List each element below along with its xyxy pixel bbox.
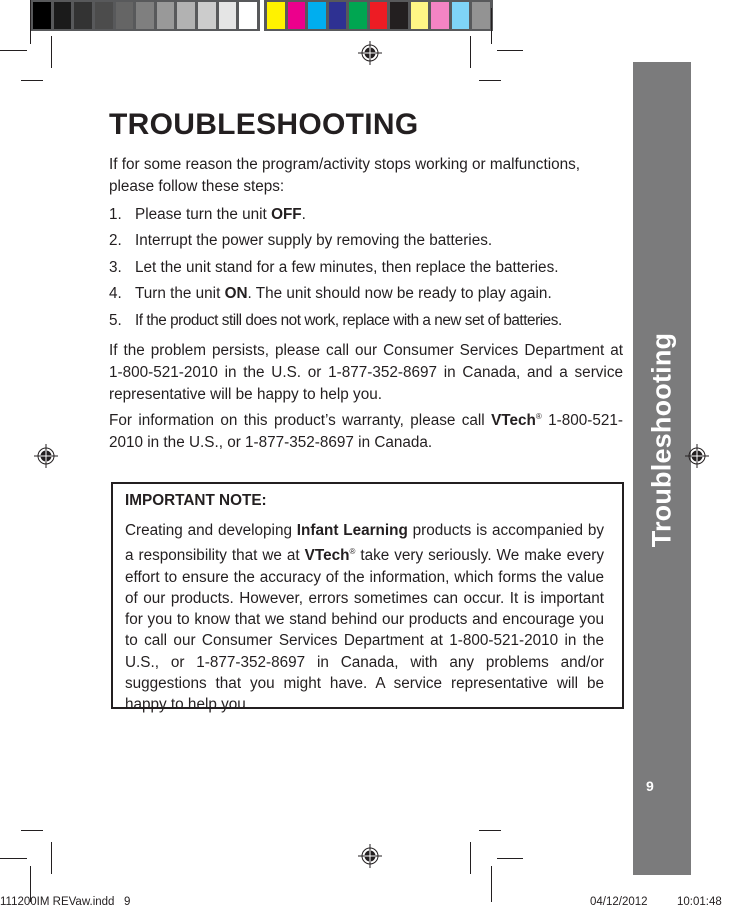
crop-mark — [491, 866, 492, 902]
color-swatch — [267, 2, 285, 29]
page-number: 9 — [646, 778, 654, 794]
registration-mark-icon — [34, 444, 58, 468]
crop-mark — [497, 50, 523, 51]
grayscale-color-bar — [30, 0, 260, 31]
color-swatch — [33, 2, 51, 29]
color-swatch — [95, 2, 113, 29]
color-swatch — [288, 2, 306, 29]
slug-time: 10:01:48 — [677, 896, 722, 908]
step-item: 1. Please turn the unit OFF. — [109, 204, 306, 226]
intro-paragraph: If for some reason the program/activity stops working or malfunctions, please follow these steps: — [109, 156, 580, 195]
crop-mark — [30, 0, 31, 44]
step-item: 4. Turn the unit ON. The unit should now be ready to play again. — [109, 283, 552, 305]
slug-filename: 111200IM REVaw.indd 9 — [0, 896, 131, 908]
registration-mark-icon — [358, 41, 382, 65]
color-swatch — [177, 2, 195, 29]
color-swatch — [329, 2, 347, 29]
color-swatch — [390, 2, 408, 29]
color-swatch — [308, 2, 326, 29]
step-item: 3. Let the unit stand for a few minutes, then replace the batteries. — [109, 257, 558, 279]
color-swatch — [136, 2, 154, 29]
note-body: Creating and developing Infant Learning products is accompanied by a responsibility that we at VTech® take very seriously. We make every effort to ensure the accuracy of the information, which forms the value of our products. However, errors sometimes can occur. It is important for you to know that we stand behind our products and encourage you to call our Consumer Services Department at 1-800-521-2010 in the U.S., or 1-877-352-8697 in Canada, with any problems and/or suggestions that you might have. A service representative will be happy to help you. — [125, 522, 604, 714]
crop-mark — [497, 858, 523, 859]
page-title: TROUBLESHOOTING — [109, 108, 419, 141]
color-swatch — [431, 2, 449, 29]
crop-mark — [491, 8, 492, 44]
color-swatch — [411, 2, 429, 29]
important-note-box — [111, 482, 624, 714]
crop-mark — [479, 830, 501, 831]
color-swatch — [116, 2, 134, 29]
persist-paragraph: If the problem persists, please call our Consumer Services Department at 1-800-521-2010 in the U.S. or 1-877-352-8697 in Canada, and a service representative will be happy to help you. — [109, 342, 623, 403]
registration-mark-icon — [685, 444, 709, 468]
color-swatch — [157, 2, 175, 29]
brand-name: VTech — [491, 412, 536, 429]
crop-mark — [21, 830, 43, 831]
color-swatch — [370, 2, 388, 29]
step-number: 1. — [109, 206, 122, 223]
process-color-bar — [264, 0, 493, 31]
side-tab-label: Troubleshooting — [646, 332, 677, 548]
color-swatch — [349, 2, 367, 29]
color-swatch — [452, 2, 470, 29]
crop-mark — [51, 36, 52, 68]
slug-date: 04/12/2012 — [590, 896, 648, 908]
color-swatch — [54, 2, 72, 29]
crop-mark — [470, 36, 471, 68]
color-swatch — [198, 2, 216, 29]
step-item: 2. Interrupt the power supply by removing the batteries. — [109, 230, 492, 252]
step-number: 2. — [109, 232, 122, 249]
crop-mark — [21, 80, 43, 81]
warranty-paragraph: For information on this product’s warranty, please call VTech® 1-800-521-2010 in the U.S., or 1-877-352-8697 in Canada. — [109, 412, 623, 451]
crop-mark — [0, 858, 27, 859]
step-number: 5. — [109, 312, 122, 329]
color-swatch — [239, 2, 257, 29]
step-number: 4. — [109, 285, 122, 302]
registration-mark-icon — [358, 844, 382, 868]
note-title: IMPORTANT NOTE: — [125, 492, 267, 509]
crop-mark — [470, 842, 471, 874]
crop-mark — [51, 842, 52, 874]
crop-mark — [479, 80, 501, 81]
color-swatch — [472, 2, 490, 29]
color-swatch — [219, 2, 237, 29]
step-number: 3. — [109, 259, 122, 276]
color-swatch — [74, 2, 92, 29]
step-item: 5. If the product still does not work, replace with a new set of batteries. — [109, 310, 562, 332]
crop-mark — [0, 50, 27, 51]
